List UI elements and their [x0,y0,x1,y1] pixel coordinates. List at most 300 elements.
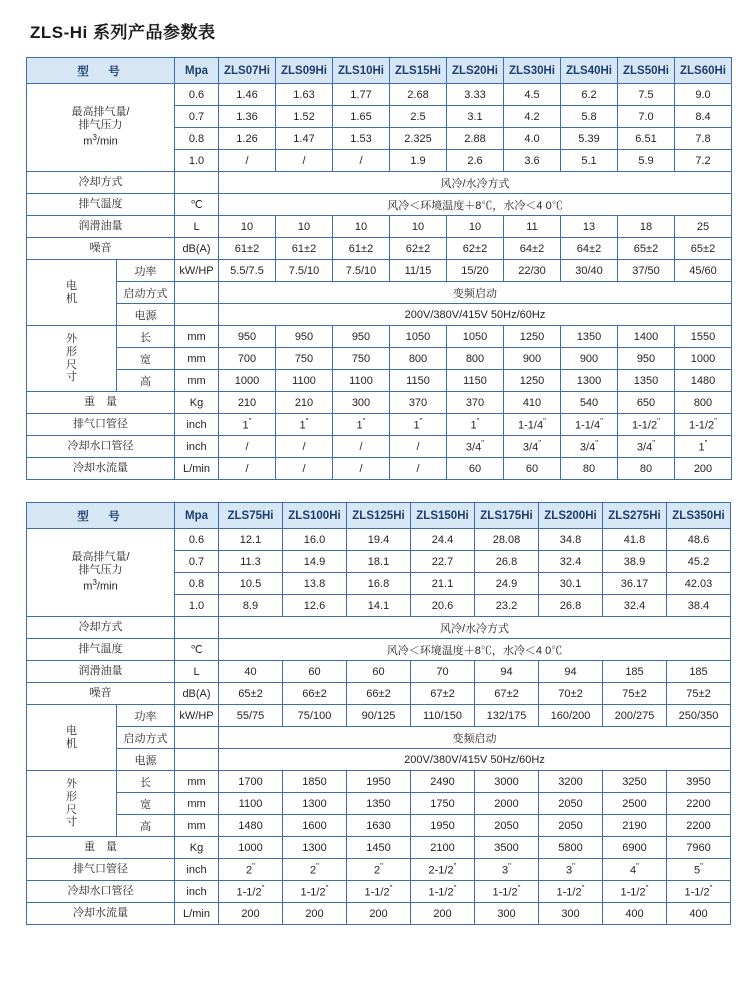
oil-unit: L [175,661,219,683]
capacity-cell: 38.9 [603,551,667,573]
weight-cell: 370 [447,392,504,414]
motor-power-cell: 45/60 [675,260,732,282]
header-model-ZLS150Hi: ZLS150Hi [411,503,475,529]
weight-cell: 7960 [667,837,731,859]
label-water-flow: 冷却水流量 [27,903,175,925]
capacity-cell: 26.8 [539,595,603,617]
outlet-pipe-cell: 2" [219,859,283,881]
dimension-cell: 1400 [618,326,675,348]
weight-cell: 2100 [411,837,475,859]
capacity-cell: 6.2 [561,84,618,106]
water-flow-cell: 200 [219,903,283,925]
water-pipe-cell: / [390,436,447,458]
water-pipe-cell: 1-1/2" [411,881,475,903]
water-pipe-row [27,881,731,903]
header-model-ZLS10Hi: ZLS10Hi [333,58,390,84]
header-model-ZLS30Hi: ZLS30Hi [504,58,561,84]
water-flow-cell: 80 [561,458,618,480]
weight-cell: 210 [276,392,333,414]
weight-cell: 410 [504,392,561,414]
outlet-pipe-row [27,859,731,881]
label-dimensions: 外 形 尺 寸 [27,771,117,837]
motor-power-cell: 110/150 [411,705,475,727]
label-start-mode: 启动方式 [117,727,175,749]
water-pipe-cell: 3/4" [447,436,504,458]
noise-cell: 62±2 [390,238,447,260]
noise-cell: 65±2 [618,238,675,260]
label-weight: 重 量 [27,392,175,414]
oil-cell: 25 [675,216,732,238]
motor-power-cell: 250/350 [667,705,731,727]
dimension-cell: 1350 [561,326,618,348]
dimension-cell: 700 [219,348,276,370]
capacity-cell: 16.8 [347,573,411,595]
weight-unit: Kg [175,837,219,859]
water-pipe-cell: 1-1/2" [219,881,283,903]
noise-cell: 65±2 [675,238,732,260]
capacity-cell: 4.2 [504,106,561,128]
water-pipe-cell: 1-1/2" [667,881,731,903]
pressure-value: 0.6 [175,529,219,551]
capacity-cell: 1.52 [276,106,333,128]
dimension-cell: 1750 [411,793,475,815]
water-pipe-row [27,436,732,458]
label-water-pipe: 冷却水口管径 [27,436,175,458]
motor-power-cell: 55/75 [219,705,283,727]
dimension-cell: 1150 [447,370,504,392]
dimension-cell: 2000 [475,793,539,815]
noise-row [27,683,731,705]
header-unit-mpa: Mpa [175,58,219,84]
label-motor: 电 机 [27,705,117,771]
noise-cell: 61±2 [276,238,333,260]
header-model: 型 号 [27,503,175,529]
dimension-row [27,326,732,348]
water-flow-cell: 60 [504,458,561,480]
pressure-value: 0.6 [175,84,219,106]
dimension-unit: mm [175,771,219,793]
outlet-pipe-cell: 2" [347,859,411,881]
tables-container [26,57,727,925]
table-header-row [27,58,732,84]
water-pipe-cell: / [276,436,333,458]
dimension-cell: 1600 [283,815,347,837]
dimension-cell: 3000 [475,771,539,793]
capacity-cell: 2.68 [390,84,447,106]
noise-cell: 67±2 [411,683,475,705]
dimension-name: 长 [117,771,175,793]
label-capacity-pressure: 最高排气量/ 排气压力 $m^3/\min$ [27,529,175,617]
water-flow-cell: 200 [675,458,732,480]
weight-cell: 540 [561,392,618,414]
dimension-cell: 950 [618,348,675,370]
exhaust-temp-value: 风冷＜环境温度＋8℃，水冷＜4 0℃ [219,194,732,216]
capacity-cell: / [276,150,333,172]
motor-power-row [27,705,731,727]
label-motor-power: 功率 [117,260,175,282]
water-flow-cell: 400 [667,903,731,925]
power-supply-unit [175,304,219,326]
capacity-cell: / [219,150,276,172]
power-supply-value: 200V/380V/415V 50Hz/60Hz [219,304,732,326]
noise-cell: 66±2 [347,683,411,705]
label-cooling-method: 冷却方式 [27,617,175,639]
water-flow-cell: / [333,458,390,480]
header-model-ZLS125Hi: ZLS125Hi [347,503,411,529]
start-mode-value: 变频启动 [219,727,731,749]
exhaust-temp-row [27,639,731,661]
spec-table [26,502,731,925]
motor-power-cell: 160/200 [539,705,603,727]
oil-cell: 13 [561,216,618,238]
label-water-flow: 冷却水流量 [27,458,175,480]
motor-power-cell: 7.5/10 [276,260,333,282]
motor-power-unit: kW/HP [175,705,219,727]
label-noise: 噪音 [27,683,175,705]
header-model-ZLS75Hi: ZLS75Hi [219,503,283,529]
motor-supply-row [27,749,731,771]
water-pipe-cell: 1" [675,436,732,458]
capacity-cell: 21.1 [411,573,475,595]
oil-cell: 94 [539,661,603,683]
capacity-cell: 22.7 [411,551,475,573]
outlet-pipe-cell: 3" [475,859,539,881]
header-model-ZLS100Hi: ZLS100Hi [283,503,347,529]
label-power-supply: 电源 [117,749,175,771]
oil-cell: 10 [219,216,276,238]
dimension-cell: 1300 [283,793,347,815]
capacity-cell: 5.39 [561,128,618,150]
noise-cell: 62±2 [447,238,504,260]
label-oil-volume: 润滑油量 [27,661,175,683]
dimension-cell: 2200 [667,815,731,837]
weight-cell: 210 [219,392,276,414]
power-supply-value: 200V/380V/415V 50Hz/60Hz [219,749,731,771]
capacity-cell: 2.325 [390,128,447,150]
capacity-cell: 4.5 [504,84,561,106]
dimension-cell: 800 [447,348,504,370]
noise-cell: 61±2 [219,238,276,260]
outlet-pipe-cell: 1" [333,414,390,436]
dimension-row [27,793,731,815]
outlet-pipe-cell: 4" [603,859,667,881]
water-pipe-cell: 1-1/2" [347,881,411,903]
dimension-cell: 1350 [347,793,411,815]
dimension-cell: 950 [333,326,390,348]
water-flow-row [27,903,731,925]
oil-unit: L [175,216,219,238]
pressure-value: 0.8 [175,128,219,150]
motor-supply-row [27,304,732,326]
capacity-cell: 34.8 [539,529,603,551]
motor-power-unit: kW/HP [175,260,219,282]
capacity-cell: 3.6 [504,150,561,172]
noise-cell: 66±2 [283,683,347,705]
label-dimensions: 外 形 尺 寸 [27,326,117,392]
dimension-cell: 1000 [675,348,732,370]
capacity-row [27,529,731,551]
dimension-name: 长 [117,326,175,348]
oil-cell: 10 [447,216,504,238]
oil-cell: 10 [333,216,390,238]
dimension-cell: 1050 [390,326,447,348]
cooling-unit [175,172,219,194]
outlet-pipe-cell: 1" [390,414,447,436]
motor-power-cell: 22/30 [504,260,561,282]
dimension-cell: 1950 [347,771,411,793]
header-model-ZLS50Hi: ZLS50Hi [618,58,675,84]
power-supply-unit [175,749,219,771]
dimension-cell: 2050 [539,793,603,815]
water-flow-cell: 400 [603,903,667,925]
water-flow-cell: 300 [539,903,603,925]
capacity-row [27,84,732,106]
noise-cell: 65±2 [219,683,283,705]
capacity-cell: 1.46 [219,84,276,106]
header-model-ZLS09Hi: ZLS09Hi [276,58,333,84]
capacity-cell: 24.9 [475,573,539,595]
outlet-pipe-cell: 1" [219,414,276,436]
weight-cell: 1300 [283,837,347,859]
capacity-cell: 36.17 [603,573,667,595]
dimension-cell: 2050 [539,815,603,837]
capacity-cell: 13.8 [283,573,347,595]
water-pipe-unit: inch [175,436,219,458]
capacity-cell: 45.2 [667,551,731,573]
label-exhaust-temp: 排气温度 [27,194,175,216]
weight-cell: 800 [675,392,732,414]
weight-cell: 650 [618,392,675,414]
weight-row [27,837,731,859]
exhaust-temp-unit: ℃ [175,639,219,661]
capacity-cell: 7.0 [618,106,675,128]
motor-power-row [27,260,732,282]
dimension-unit: mm [175,793,219,815]
capacity-cell: 38.4 [667,595,731,617]
dimension-cell: 1480 [675,370,732,392]
noise-row [27,238,732,260]
capacity-cell: 8.9 [219,595,283,617]
exhaust-temp-value: 风冷＜环境温度＋8℃，水冷＜4 0℃ [219,639,731,661]
dimension-unit: mm [175,326,219,348]
exhaust-temp-unit: ℃ [175,194,219,216]
water-pipe-cell: 3/4" [618,436,675,458]
water-flow-unit: L/min [175,903,219,925]
capacity-cell: 2.88 [447,128,504,150]
water-flow-cell: / [276,458,333,480]
dimension-cell: 1350 [618,370,675,392]
capacity-cell: 6.51 [618,128,675,150]
noise-cell: 70±2 [539,683,603,705]
dimension-unit: mm [175,348,219,370]
dimension-cell: 1250 [504,326,561,348]
header-model: 型 号 [27,58,175,84]
dimension-name: 宽 [117,348,175,370]
water-pipe-cell: 1-1/2" [283,881,347,903]
outlet-pipe-cell: 1-1/4" [504,414,561,436]
capacity-cell: 5.8 [561,106,618,128]
motor-start-row [27,282,732,304]
capacity-cell: 42.03 [667,573,731,595]
capacity-cell: 12.1 [219,529,283,551]
dimension-cell: 1630 [347,815,411,837]
dimension-cell: 1300 [561,370,618,392]
dimension-cell: 1950 [411,815,475,837]
outlet-pipe-cell: 1-1/2" [618,414,675,436]
cooling-unit [175,617,219,639]
capacity-cell: 16.0 [283,529,347,551]
dimension-name: 高 [117,370,175,392]
capacity-cell: 2.6 [447,150,504,172]
dimension-row [27,370,732,392]
dimension-cell: 1480 [219,815,283,837]
capacity-cell: 41.8 [603,529,667,551]
capacity-cell: 5.1 [561,150,618,172]
header-model-ZLS175Hi: ZLS175Hi [475,503,539,529]
noise-unit: dB(A) [175,238,219,260]
capacity-cell: 14.1 [347,595,411,617]
oil-cell: 10 [276,216,333,238]
motor-power-cell: 11/15 [390,260,447,282]
dimension-cell: 1000 [219,370,276,392]
capacity-cell: 3.33 [447,84,504,106]
capacity-cell: 7.8 [675,128,732,150]
capacity-cell: 18.1 [347,551,411,573]
oil-cell: 60 [347,661,411,683]
label-cooling-method: 冷却方式 [27,172,175,194]
label-motor: 电 机 [27,260,117,326]
dimension-row [27,815,731,837]
capacity-cell: 10.5 [219,573,283,595]
label-motor-power: 功率 [117,705,175,727]
label-outlet-pipe: 排气口管径 [27,859,175,881]
noise-cell: 61±2 [333,238,390,260]
water-flow-cell: 200 [283,903,347,925]
dimension-cell: 1700 [219,771,283,793]
capacity-cell: 1.77 [333,84,390,106]
motor-start-row [27,727,731,749]
capacity-cell: 1.53 [333,128,390,150]
water-flow-unit: L/min [175,458,219,480]
dimension-cell: 950 [276,326,333,348]
dimension-cell: 3200 [539,771,603,793]
pressure-value: 0.8 [175,573,219,595]
capacity-cell: 32.4 [539,551,603,573]
weight-cell: 3500 [475,837,539,859]
capacity-cell: 23.2 [475,595,539,617]
dimension-cell: 1250 [504,370,561,392]
water-flow-cell: 300 [475,903,539,925]
water-pipe-cell: 1-1/2" [539,881,603,903]
outlet-pipe-row [27,414,732,436]
capacity-cell: 1.9 [390,150,447,172]
capacity-cell: 7.5 [618,84,675,106]
capacity-cell: / [333,150,390,172]
pressure-value: 0.7 [175,551,219,573]
oil-cell: 94 [475,661,539,683]
dimension-unit: mm [175,370,219,392]
capacity-cell: 14.9 [283,551,347,573]
water-flow-cell: / [390,458,447,480]
water-flow-cell: / [219,458,276,480]
motor-power-cell: 90/125 [347,705,411,727]
capacity-cell: 1.26 [219,128,276,150]
capacity-cell: 2.5 [390,106,447,128]
outlet-pipe-cell: 2" [283,859,347,881]
capacity-cell: 20.6 [411,595,475,617]
dimension-cell: 800 [390,348,447,370]
water-flow-cell: 200 [411,903,475,925]
oil-cell: 11 [504,216,561,238]
capacity-cell: 1.63 [276,84,333,106]
dimension-row [27,771,731,793]
label-oil-volume: 润滑油量 [27,216,175,238]
header-model-ZLS200Hi: ZLS200Hi [539,503,603,529]
motor-power-cell: 37/50 [618,260,675,282]
capacity-cell: 7.2 [675,150,732,172]
dimension-cell: 3950 [667,771,731,793]
dimension-cell: 950 [219,326,276,348]
dimension-cell: 2050 [475,815,539,837]
outlet-pipe-cell: 1-1/2" [675,414,732,436]
pressure-value: 1.0 [175,150,219,172]
outlet-pipe-cell: 3" [539,859,603,881]
outlet-pipe-unit: inch [175,414,219,436]
noise-cell: 67±2 [475,683,539,705]
page-title: ZLS-Hi 系列产品参数表 [30,23,216,42]
motor-power-cell: 30/40 [561,260,618,282]
motor-power-cell: 75/100 [283,705,347,727]
weight-cell: 1450 [347,837,411,859]
dimension-cell: 2500 [603,793,667,815]
dimension-cell: 1100 [219,793,283,815]
pressure-value: 1.0 [175,595,219,617]
start-mode-unit [175,727,219,749]
oil-row [27,216,732,238]
oil-cell: 70 [411,661,475,683]
label-weight: 重 量 [27,837,175,859]
oil-cell: 18 [618,216,675,238]
capacity-cell: 9.0 [675,84,732,106]
noise-cell: 75±2 [603,683,667,705]
dimension-cell: 1550 [675,326,732,348]
cooling-value: 风冷/水冷方式 [219,617,731,639]
dimension-cell: 900 [504,348,561,370]
pressure-value: 0.7 [175,106,219,128]
dimension-name: 高 [117,815,175,837]
dimension-cell: 2200 [667,793,731,815]
water-flow-cell: 200 [347,903,411,925]
header-model-ZLS07Hi: ZLS07Hi [219,58,276,84]
motor-power-cell: 200/275 [603,705,667,727]
noise-unit: dB(A) [175,683,219,705]
label-start-mode: 启动方式 [117,282,175,304]
dimension-cell: 750 [333,348,390,370]
water-pipe-cell: / [219,436,276,458]
capacity-cell: 30.1 [539,573,603,595]
noise-cell: 75±2 [667,683,731,705]
dimension-cell: 1850 [283,771,347,793]
capacity-cell: 4.0 [504,128,561,150]
header-unit-mpa: Mpa [175,503,219,529]
capacity-cell: 24.4 [411,529,475,551]
header-model-ZLS350Hi: ZLS350Hi [667,503,731,529]
label-outlet-pipe: 排气口管径 [27,414,175,436]
weight-cell: 5800 [539,837,603,859]
header-model-ZLS20Hi: ZLS20Hi [447,58,504,84]
capacity-cell: 26.8 [475,551,539,573]
water-pipe-unit: inch [175,881,219,903]
